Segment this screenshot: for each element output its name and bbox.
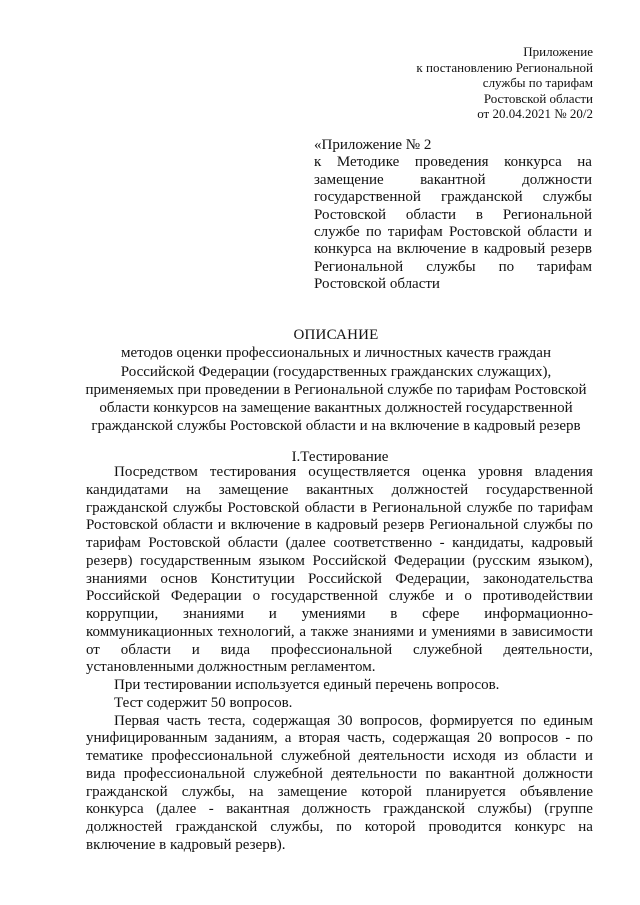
body-line: вида профессиональной служебной деятельности по вакантной должности — [86, 765, 593, 782]
document-subtitle-line: Российской Федерации (государственных гражданских служащих), — [120, 363, 552, 380]
body-line: Первая часть теста, содержащая 30 вопросов, формируется по единым — [114, 712, 593, 729]
appendix-line: Ростовской области — [483, 90, 593, 106]
body-line: кандидатами на замещение вакантных должностей государственной — [86, 481, 593, 498]
body-line: гражданской службы Ростовской области в Региональной службе по тарифам — [86, 499, 593, 516]
appendix-2-line: Ростовской области в Региональной — [314, 206, 592, 223]
document-title-block — [76, 327, 596, 435]
appendix-line: Приложение — [523, 44, 593, 59]
appendix-2-line: к Методике проведения конкурса на — [314, 154, 592, 171]
body-text — [86, 464, 593, 855]
appendix-2-line: Ростовской области — [314, 276, 440, 293]
body-line: конкурса (далее - вакантная должность гражданской службы) (группе — [86, 801, 593, 818]
appendix-line: службы по тарифам — [482, 75, 593, 91]
appendix-2-line: государственной гражданской службы — [314, 189, 592, 206]
body-line: При тестировании используется единый перечень вопросов. — [114, 677, 500, 693]
body-line: унифицированным заданиям, а вторая часть, содержащая 20 вопросов - по — [86, 730, 593, 747]
document-subtitle-line: применяемых при проведении в Региональной службе по тарифам Ростовской — [85, 381, 587, 398]
body-line: Российской Федерации о государственной службе и о противодействии — [86, 588, 593, 605]
document-subtitle-line: гражданской службы Ростовской области и на включение в кадровый резерв — [91, 418, 581, 435]
appendix-2-line: службе по тарифам Ростовской области и — [314, 224, 592, 241]
appendix-2-line: Региональной службы по тарифам — [314, 258, 592, 275]
body-line: коммуникационных технологий, а также знаниями и умениями в зависимости — [86, 623, 593, 640]
body-line: коррупции, знаниями и умениями в сфере информационно- — [86, 606, 593, 622]
document-subtitle-line: методов оценки профессиональных и личностных качеств граждан — [121, 345, 551, 362]
body-line: включение в кадровый резерв). — [86, 836, 286, 853]
appendix-2-title: «Приложение № 2 — [314, 137, 432, 153]
appendix-2-line: конкурса на включение в кадровый резерв — [314, 241, 592, 258]
appendix-reference-block — [353, 44, 593, 122]
appendix-date-line: от 20.04.2021 № 20/2 — [477, 106, 593, 122]
appendix-line: к постановлению Региональной — [416, 59, 593, 75]
section-title: I.Тестирование — [291, 449, 389, 465]
body-line: резерв) государственным языком Российской Федерации (русским языком), — [86, 552, 593, 569]
body-line: знаниями основ Конституции Российской Федерации, законодательства — [86, 570, 593, 587]
document-heading: ОПИСАНИЕ — [293, 327, 379, 343]
body-line: Ростовской области и включение в кадровый резерв Региональной службы по — [86, 517, 593, 534]
body-line: должностей гражданской службы, по которой проводится конкурс на — [86, 819, 593, 835]
appendix-2-line: замещение вакантной должности — [314, 171, 592, 188]
body-line: от области и вида профессиональной служебной деятельности, — [86, 641, 593, 658]
body-line: тарифам Ростовской области (далее соответственно - кандидаты, кадровый — [86, 535, 593, 551]
body-line: установленными должностным регламентом. — [86, 659, 376, 676]
body-line: Посредством тестирования осуществляется оценка уровня владения — [114, 464, 593, 480]
body-line: гражданской службы, на замещение которой планируется объявление — [86, 783, 593, 800]
appendix-2-block — [314, 137, 592, 294]
body-line: тематике профессиональной служебной деятельности исходя из области и — [86, 748, 593, 764]
document-subtitle-line: области конкурсов на замещение вакантных должностей государственной — [99, 400, 573, 417]
body-line: Тест содержит 50 вопросов. — [114, 694, 293, 711]
